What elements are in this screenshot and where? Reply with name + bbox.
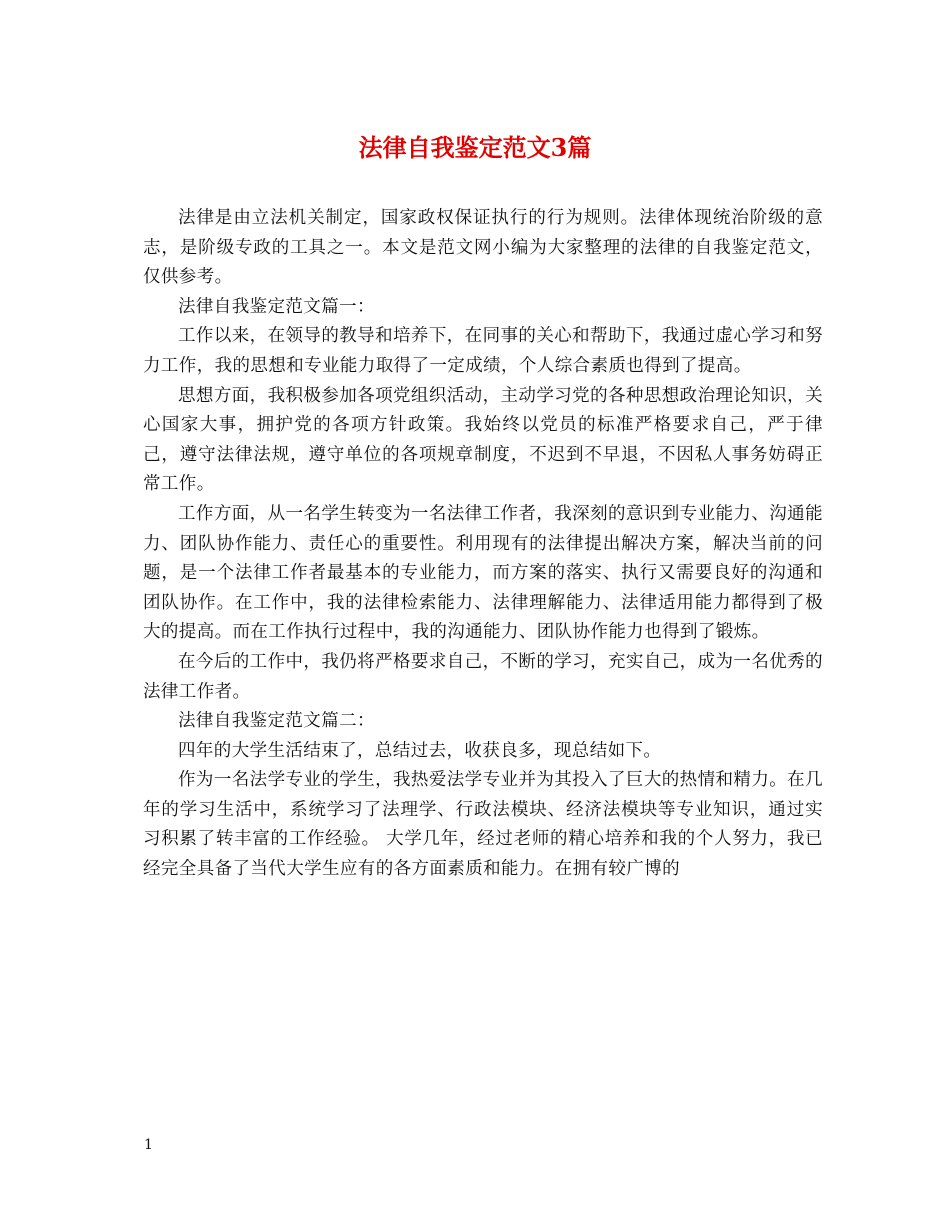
paragraph-work: 工作方面，从一名学生转变为一名法律工作者，我深刻的意识到专业能力、沟通能力、团队协作能力、责任心的重要性。利用现有的法律提出解决方案，解决当前的问题，是一个法律工作者最基本的专业能力，而方案的落实、执行又需要良好的沟通和团队协作。在工作中，我的法律检索能力、法律理解能力、法律适用能力都得到了极大的提高。而在工作执行过程中，我的沟通能力、团队协作能力也得到了锻炼。 — [143, 503, 823, 643]
document-title: 法律自我鉴定范文3篇 — [358, 133, 592, 162]
document-body — [143, 204, 823, 885]
paragraph-study: 作为一名法学专业的学生，我热爱法学专业并为其投入了巨大的热情和精力。在几年的学习生活中，系统学习了法理学、行政法模块、经济法模块等专业知识，通过实习积累了转丰富的工作经验。 大学几年，经过老师的精心培养和我的个人努力，我已经完全具备了当代大学生应有的各方面素质和能力。在拥有较广博的 — [143, 770, 823, 880]
paragraph-university-summary: 四年的大学生活结束了，总结过去，收获良多，现总结如下。 — [178, 740, 662, 761]
paragraph-heading-1: 法律自我鉴定范文篇一： — [178, 296, 375, 317]
paragraph-work-summary: 工作以来，在领导的教导和培养下，在同事的关心和帮助下，我通过虚心学习和努力工作，我的思想和专业能力取得了一定成绩，个人综合素质也得到了提高。 — [143, 326, 823, 376]
paragraph-heading-2: 法律自我鉴定范文篇二： — [178, 711, 375, 732]
paragraph-intro: 法律是由立法机关制定，国家政权保证执行的行为规则。法律体现统治阶级的意志，是阶级专政的工具之一。本文是范文网小编为大家整理的法律的自我鉴定范文，仅供参考。 — [143, 208, 823, 288]
paragraph-future: 在今后的工作中，我仍将严格要求自己，不断的学习，充实自己，成为一名优秀的法律工作者。 — [143, 651, 823, 702]
page-number: 1 — [144, 1137, 153, 1153]
paragraph-thought: 思想方面，我积极参加各项党组织活动，主动学习党的各种思想政治理论知识，关心国家大事，拥护党的各项方针政策。我始终以党员的标准严格要求自己，严于律己，遵守法律法规，遵守单位的各项规章制度，不迟到不早退，不因私人事务妨碍正常工作。 — [143, 385, 823, 495]
